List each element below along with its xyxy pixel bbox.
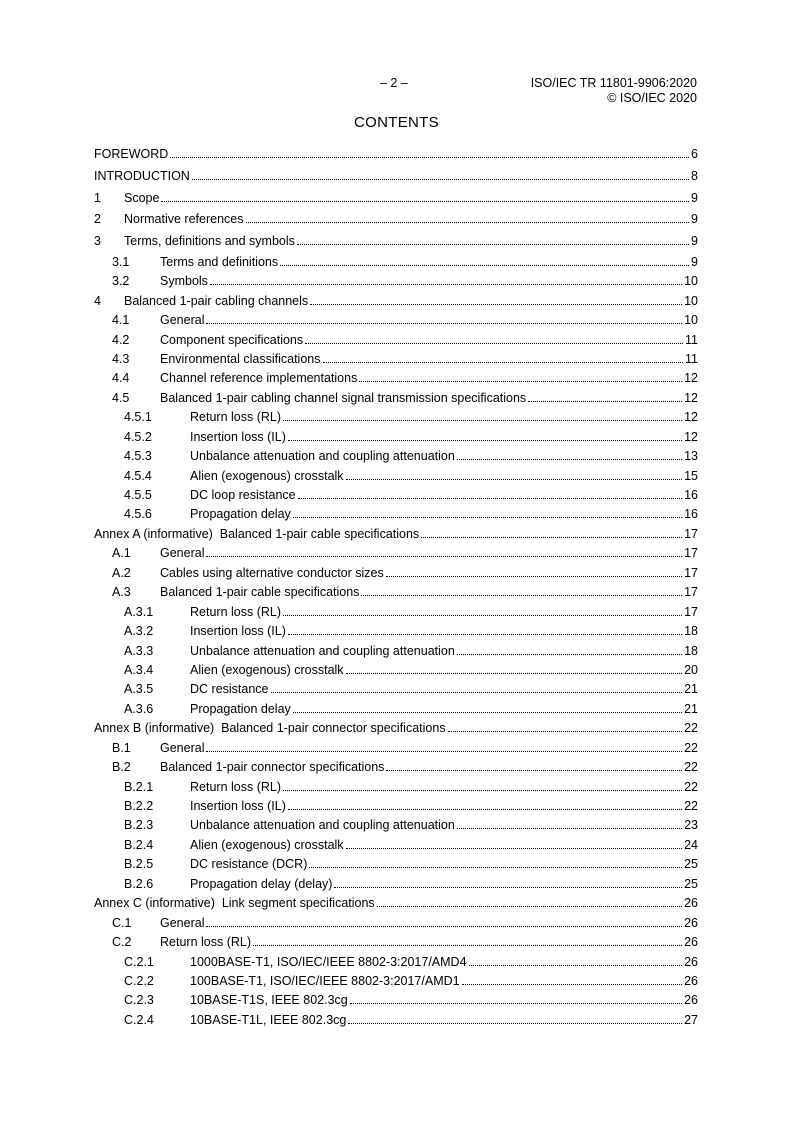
toc-entry[interactable] (94, 447, 698, 466)
dot-leader (361, 595, 682, 596)
toc-entry-number: A.3.1 (124, 604, 154, 619)
toc-entry[interactable] (94, 369, 698, 388)
toc-entry-page: 9 (691, 190, 698, 205)
dot-leader (288, 809, 682, 810)
toc-entry[interactable] (94, 642, 698, 661)
dot-leader (348, 1023, 682, 1024)
toc-entry-page: 21 (684, 682, 698, 697)
toc-entry[interactable] (94, 428, 698, 447)
toc-entry-number: C.2.3 (124, 993, 154, 1008)
dot-leader (206, 323, 682, 324)
toc-entry-page: 12 (684, 410, 698, 425)
toc-entry-number: 4.1 (112, 313, 130, 328)
dot-leader (462, 984, 683, 985)
toc-entry-number: 4.4 (112, 371, 130, 386)
toc-entry-title: General (160, 740, 205, 755)
dot-leader (283, 420, 682, 421)
toc-entry[interactable] (94, 525, 698, 544)
toc-entry-title: Return loss (RL) (190, 779, 281, 794)
toc-entry-title: 10BASE-T1S, IEEE 802.3cg (190, 993, 348, 1008)
toc-entry-page: 9 (691, 212, 698, 227)
toc-entry[interactable] (94, 350, 698, 369)
toc-entry-title: Alien (exogenous) crosstalk (190, 468, 344, 483)
toc-entry-number: C.2.1 (124, 954, 154, 969)
dot-leader (297, 244, 689, 245)
toc-entry-number: A.3.2 (124, 624, 154, 639)
toc-entry-title: Alien (exogenous) crosstalk (190, 837, 344, 852)
toc-entry-page: 22 (684, 779, 698, 794)
toc-entry-number: 2 (94, 212, 101, 227)
toc-entry-page: 13 (684, 449, 698, 464)
toc-entry-page: 16 (684, 488, 698, 502)
toc-entry-page: 22 (684, 799, 698, 813)
toc-entry-title: Component specifications (160, 332, 304, 347)
toc-entry-title: DC resistance (DCR) (190, 857, 308, 872)
toc-entry-page: 22 (684, 740, 698, 755)
toc-entry-title: 10BASE-T1L, IEEE 802.3cg (190, 1012, 347, 1027)
dot-leader (421, 537, 682, 538)
toc-entry[interactable] (94, 544, 698, 563)
toc-entry-page: 26 (684, 973, 698, 988)
toc-entry-number: A.3.4 (124, 662, 154, 677)
toc-entry-page: 12 (684, 390, 698, 405)
toc-entry[interactable] (94, 622, 698, 641)
toc-entry-page: 23 (684, 818, 698, 833)
toc-entry[interactable] (94, 408, 698, 427)
toc-entry-page: 6 (691, 147, 698, 161)
toc-entry-page: 26 (684, 915, 698, 930)
dot-leader (293, 712, 682, 713)
toc-entry-title: Propagation delay (190, 701, 291, 716)
dot-leader (528, 401, 682, 402)
table-of-contents (94, 144, 698, 1030)
toc-entry-page: 10 (684, 274, 698, 289)
dot-leader (377, 906, 682, 907)
toc-entry-title: Terms and definitions (160, 254, 279, 269)
toc-entry-page: 11 (685, 332, 698, 347)
toc-entry-number: 4 (94, 293, 101, 308)
toc-entry[interactable] (94, 144, 698, 166)
toc-entry-page: 18 (684, 643, 698, 658)
toc-entry-page: 26 (684, 896, 698, 911)
toc-entry-title: Annex C (informative) Link segment specifications (94, 896, 375, 911)
dot-leader (346, 848, 683, 849)
toc-entry-number: B.2 (112, 760, 131, 775)
toc-entry-title: Balanced 1-pair cabling channels (124, 293, 309, 308)
toc-entry[interactable] (94, 933, 698, 952)
toc-entry-page: 18 (684, 624, 698, 639)
toc-entry[interactable] (94, 778, 698, 797)
toc-entry-number: C.2 (112, 935, 132, 950)
dot-leader (448, 731, 683, 732)
toc-entry-title: Normative references (124, 212, 244, 227)
toc-entry[interactable] (94, 680, 698, 699)
toc-entry-number: 4.5.2 (124, 429, 152, 444)
toc-entry-title: DC loop resistance (190, 488, 296, 502)
toc-entry[interactable] (94, 209, 698, 231)
toc-entry-number: 4.3 (112, 351, 130, 366)
toc-entry-title: Return loss (RL) (190, 604, 281, 619)
toc-entry-page: 12 (684, 429, 698, 444)
toc-entry-number: C.1 (112, 915, 132, 930)
toc-entry-number: A.2 (112, 565, 131, 580)
toc-entry-title: Terms, definitions and symbols (124, 234, 295, 248)
toc-entry-page: 26 (684, 993, 698, 1008)
dot-leader (283, 790, 682, 791)
toc-entry-title: General (160, 915, 205, 930)
toc-entry-number: B.2.1 (124, 779, 154, 794)
toc-entry-page: 25 (684, 857, 698, 872)
dot-leader (192, 179, 689, 180)
toc-entry-number: 3.2 (112, 274, 130, 289)
dot-leader (457, 828, 682, 829)
toc-entry-page: 16 (684, 507, 698, 522)
toc-entry[interactable] (94, 700, 698, 719)
toc-entry-title: DC resistance (190, 682, 269, 697)
toc-entry-page: 9 (691, 234, 698, 248)
dot-leader (170, 157, 689, 158)
toc-entry-page: 24 (684, 837, 698, 852)
toc-entry-number: 4.5.5 (124, 488, 152, 502)
toc-entry-page: 22 (684, 721, 698, 736)
dot-leader (161, 201, 689, 202)
toc-entry-number: A.3.5 (124, 682, 154, 697)
toc-entry-title: Balanced 1-pair cable specifications (160, 585, 360, 600)
toc-entry[interactable] (94, 505, 698, 524)
toc-entry[interactable] (94, 894, 698, 913)
toc-entry-number: 3.1 (112, 254, 130, 269)
toc-entry-title: Insertion loss (IL) (190, 799, 286, 813)
document-reference (531, 76, 697, 106)
toc-entry[interactable] (94, 166, 698, 188)
toc-entry-number: B.2.3 (124, 818, 154, 833)
toc-entry-title: Unbalance attenuation and coupling attenuation (190, 818, 455, 833)
toc-entry-page: 10 (684, 293, 698, 308)
toc-entry-title: General (160, 313, 205, 328)
dot-leader (271, 692, 683, 693)
toc-entry-page: 26 (684, 935, 698, 950)
toc-entry-page: 17 (684, 604, 698, 619)
toc-entry[interactable] (94, 603, 698, 622)
toc-entry-number: C.2.2 (124, 973, 154, 988)
toc-entry[interactable] (94, 816, 698, 835)
toc-entry[interactable] (94, 739, 698, 758)
toc-entry-title: Unbalance attenuation and coupling attenuation (190, 449, 455, 464)
dot-leader (346, 673, 683, 674)
toc-entry-title: Alien (exogenous) crosstalk (190, 662, 344, 677)
toc-entry-number: B.1 (112, 740, 131, 755)
toc-entry[interactable] (94, 914, 698, 933)
dot-leader (283, 615, 682, 616)
toc-entry-number: A.3.3 (124, 643, 154, 658)
dot-leader (310, 304, 682, 305)
toc-entry-title: Annex B (informative) Balanced 1-pair connector specifications (94, 721, 446, 736)
toc-entry-title: Cables using alternative conductor sizes (160, 565, 384, 580)
toc-entry-number: 4.5 (112, 390, 130, 405)
toc-entry-page: 27 (684, 1012, 698, 1027)
toc-entry-title: Scope (124, 190, 160, 205)
toc-entry-page: 22 (684, 760, 698, 775)
toc-entry-number: 4.5.6 (124, 507, 152, 522)
toc-entry[interactable] (94, 272, 698, 291)
toc-entry-number: 3 (94, 234, 101, 248)
dot-leader (323, 362, 684, 363)
toc-entry[interactable] (94, 1011, 698, 1030)
toc-entry-page: 17 (684, 546, 698, 561)
toc-entry[interactable] (94, 311, 698, 330)
toc-entry[interactable] (94, 875, 698, 894)
dot-leader (386, 576, 682, 577)
toc-entry-number: A.3 (112, 585, 131, 600)
dot-leader (457, 459, 682, 460)
toc-entry[interactable] (94, 583, 698, 602)
toc-entry-number: 4.5.1 (124, 410, 152, 425)
toc-entry-page: 15 (684, 468, 698, 483)
dot-leader (206, 926, 682, 927)
toc-entry-title: Balanced 1-pair cabling channel signal transmission specifications (160, 390, 527, 405)
dot-leader (288, 634, 682, 635)
toc-entry[interactable] (94, 797, 698, 816)
toc-entry-title: Unbalance attenuation and coupling attenuation (190, 643, 455, 658)
toc-entry[interactable] (94, 231, 698, 253)
toc-entry-page: 12 (684, 371, 698, 386)
dot-leader (334, 887, 682, 888)
contents-title: CONTENTS (354, 114, 439, 131)
toc-entry-number: B.2.4 (124, 837, 154, 852)
dot-leader (457, 654, 682, 655)
toc-entry[interactable] (94, 758, 698, 777)
document-id: ISO/IEC TR 11801-9906:2020 (530, 76, 697, 90)
toc-entry-page: 25 (684, 876, 698, 891)
toc-entry-number: A.3.6 (124, 701, 154, 716)
toc-entry[interactable] (94, 661, 698, 680)
toc-entry[interactable] (94, 855, 698, 874)
dot-leader (246, 222, 690, 223)
dot-leader (309, 867, 682, 868)
dot-leader (206, 751, 682, 752)
toc-entry-title: General (160, 546, 205, 561)
dot-leader (346, 479, 683, 480)
toc-entry[interactable] (94, 836, 698, 855)
toc-entry-title: Return loss (RL) (160, 935, 251, 950)
toc-entry-page: 17 (684, 526, 698, 541)
toc-entry-page: 17 (684, 565, 698, 580)
toc-entry[interactable] (94, 389, 698, 408)
toc-entry-number: 4.5.3 (124, 449, 152, 464)
dot-leader (469, 965, 683, 966)
toc-entry-title: 100BASE-T1, ISO/IEC/IEEE 8802-3:2017/AMD1 (190, 973, 460, 988)
toc-entry-title: INTRODUCTION (94, 168, 190, 183)
toc-entry-page: 17 (684, 585, 698, 600)
toc-entry[interactable] (94, 719, 698, 738)
toc-entry-page: 11 (685, 351, 698, 366)
dot-leader (280, 265, 689, 266)
toc-entry-number: 4.2 (112, 332, 130, 347)
dot-leader (305, 343, 683, 344)
toc-entry-page: 26 (684, 954, 698, 969)
toc-entry-title: Return loss (RL) (190, 410, 281, 425)
toc-entry[interactable] (94, 564, 698, 583)
toc-entry-title: FOREWORD (94, 147, 169, 161)
toc-entry-title: Propagation delay (190, 507, 291, 522)
toc-entry-title: Annex A (informative) Balanced 1-pair cable specifications (94, 526, 420, 541)
dot-leader (293, 517, 682, 518)
toc-entry-number: B.2.2 (124, 799, 154, 813)
toc-entry-title: 1000BASE-T1, ISO/IEC/IEEE 8802-3:2017/AMD4 (190, 954, 467, 969)
toc-entry[interactable] (94, 991, 698, 1010)
dot-leader (206, 556, 682, 557)
dot-leader (210, 284, 682, 285)
toc-entry-number: B.2.5 (124, 857, 154, 872)
toc-entry[interactable] (94, 953, 698, 972)
toc-entry-number: B.2.6 (124, 876, 154, 891)
toc-entry-page: 20 (684, 662, 698, 677)
toc-entry-title: Propagation delay (delay) (190, 876, 333, 891)
toc-entry-title: Insertion loss (IL) (190, 624, 286, 639)
toc-entry-title: Symbols (160, 274, 208, 289)
toc-entry-number: C.2.4 (124, 1012, 154, 1027)
dot-leader (298, 498, 682, 499)
toc-entry[interactable] (94, 292, 698, 311)
toc-entry-title: Channel reference implementations (160, 371, 358, 386)
dot-leader (288, 440, 682, 441)
dot-leader (359, 381, 682, 382)
dot-leader (386, 770, 682, 771)
toc-entry[interactable] (94, 331, 698, 350)
toc-entry-page: 10 (684, 313, 698, 328)
copyright-notice: © ISO/IEC 2020 (607, 91, 697, 105)
dot-leader (350, 1003, 682, 1004)
toc-entry[interactable] (94, 253, 698, 272)
toc-entry[interactable] (94, 467, 698, 486)
toc-entry-title: Balanced 1-pair connector specifications (160, 760, 385, 775)
toc-entry-page: 9 (691, 254, 698, 269)
toc-entry-page: 8 (691, 168, 698, 183)
toc-entry-number: 4.5.4 (124, 468, 152, 483)
page-number: – 2 – (380, 76, 408, 90)
toc-entry-page: 21 (684, 701, 698, 716)
toc-entry[interactable] (94, 188, 698, 210)
toc-entry-title: Insertion loss (IL) (190, 429, 286, 444)
toc-entry-title: Environmental classifications (160, 351, 321, 366)
toc-entry[interactable] (94, 486, 698, 505)
toc-entry-number: A.1 (112, 546, 131, 561)
toc-entry-number: 1 (94, 190, 101, 205)
toc-entry[interactable] (94, 972, 698, 991)
dot-leader (253, 945, 682, 946)
